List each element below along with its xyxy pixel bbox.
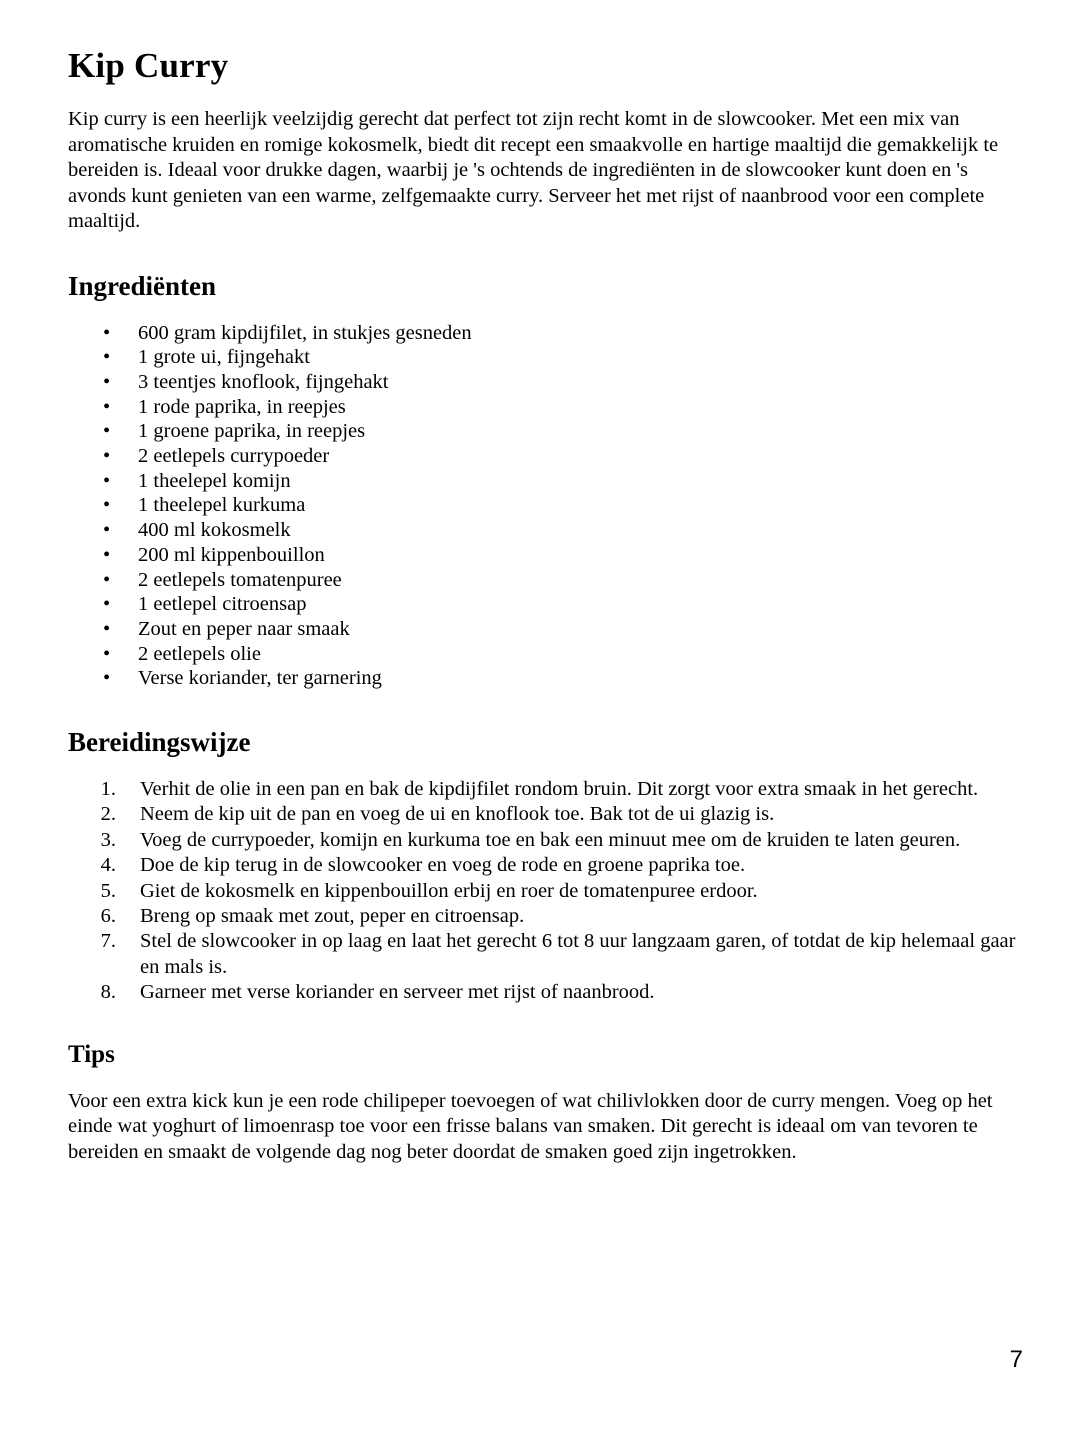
ingredient-text: Zout en peper naar smaak bbox=[138, 617, 350, 640]
ingredient-text: 2 eetlepels tomatenpuree bbox=[138, 568, 342, 591]
ingredient-text: 600 gram kipdijfilet, in stukjes gesneden bbox=[138, 321, 472, 344]
step-number: 7. bbox=[100, 930, 116, 953]
bullet-icon: • bbox=[103, 617, 111, 640]
document-content bbox=[68, 0, 1016, 1165]
ingredient-text: 3 teentjes knoflook, fijngehakt bbox=[138, 370, 389, 393]
bullet-icon: • bbox=[103, 346, 111, 369]
bullet-icon: • bbox=[103, 593, 111, 616]
list-item bbox=[68, 370, 1016, 395]
list-item bbox=[68, 321, 1016, 346]
list-item bbox=[68, 345, 1016, 370]
bullet-icon: • bbox=[103, 667, 111, 690]
step-number: 1. bbox=[100, 778, 116, 801]
list-item bbox=[68, 395, 1016, 420]
ingredient-text: 1 groene paprika, in reepjes bbox=[138, 420, 366, 443]
ingredient-text: 2 eetlepels currypoeder bbox=[138, 445, 330, 468]
ingredient-text: 400 ml kokosmelk bbox=[138, 519, 291, 542]
ingredient-text: 1 eetlepel citroensap bbox=[138, 593, 307, 616]
bullet-icon: • bbox=[103, 568, 111, 591]
bullet-icon: • bbox=[103, 519, 111, 542]
ingredient-text: 2 eetlepels olie bbox=[138, 642, 261, 665]
list-item bbox=[68, 592, 1016, 617]
preparation-heading: Bereidingswijze bbox=[68, 727, 251, 758]
bullet-icon: • bbox=[103, 420, 111, 443]
list-item bbox=[68, 444, 1016, 469]
intro-paragraph: Kip curry is een heerlijk veelzijdig gerecht dat perfect tot zijn recht komt in de slowcooker. Met een mix van aromatische kruiden en romige kokosmelk, biedt dit recept een smaakvolle en hartige maaltijd die gemakkelijk te bereiden is. Ideaal voor drukke dagen, waarbij je 's ochtends de ingrediënten in de slowcooker kunt doen en 's avonds kunt genieten van een warme, zelfgemaakte curry. Serveer het met rijst of naanbrood voor een complete maaltijd. bbox=[68, 108, 999, 232]
list-item bbox=[68, 904, 1016, 929]
bullet-icon: • bbox=[103, 494, 111, 517]
list-item bbox=[68, 419, 1016, 444]
step-number: 4. bbox=[100, 854, 116, 877]
list-item bbox=[68, 828, 1016, 853]
ingredient-text: Verse koriander, ter garnering bbox=[138, 667, 382, 690]
preparation-steps-list bbox=[68, 756, 1016, 1006]
step-text: Breng op smaak met zout, peper en citroensap. bbox=[140, 905, 525, 928]
bullet-icon: • bbox=[103, 370, 111, 393]
step-text: Garneer met verse koriander en serveer met rijst of naanbrood. bbox=[140, 981, 655, 1004]
list-item bbox=[68, 469, 1016, 494]
bullet-icon: • bbox=[103, 543, 111, 566]
bullet-icon: • bbox=[103, 469, 111, 492]
page-number: 7 bbox=[1009, 1346, 1023, 1373]
ingredients-heading: Ingrediënten bbox=[68, 270, 217, 301]
list-item bbox=[68, 929, 1016, 980]
list-item bbox=[68, 980, 1016, 1005]
bullet-icon: • bbox=[103, 445, 111, 468]
step-number: 8. bbox=[100, 981, 116, 1004]
list-item bbox=[68, 543, 1016, 568]
ingredient-text: 1 theelepel kurkuma bbox=[138, 494, 306, 517]
step-text: Verhit de olie in een pan en bak de kipdijfilet rondom bruin. Dit zorgt voor extra smaak in het gerecht. bbox=[140, 778, 979, 801]
tips-heading: Tips bbox=[68, 1040, 115, 1068]
list-item bbox=[68, 518, 1016, 543]
list-item bbox=[68, 666, 1016, 691]
list-item bbox=[68, 493, 1016, 518]
step-number: 2. bbox=[100, 803, 116, 826]
page-title: Kip Curry bbox=[68, 46, 229, 85]
list-item bbox=[68, 568, 1016, 593]
list-item bbox=[68, 617, 1016, 642]
step-number: 6. bbox=[100, 905, 116, 928]
bullet-icon: • bbox=[103, 321, 111, 344]
list-item bbox=[68, 802, 1016, 827]
step-text: Doe de kip terug in de slowcooker en voeg de rode en groene paprika toe. bbox=[140, 854, 746, 877]
step-text: Giet de kokosmelk en kippenbouillon erbij en roer de tomatenpuree erdoor. bbox=[140, 879, 758, 902]
list-item bbox=[68, 853, 1016, 878]
list-item bbox=[68, 777, 1016, 802]
ingredient-text: 200 ml kippenbouillon bbox=[138, 543, 325, 566]
step-text: Neem de kip uit de pan en voeg de ui en knoflook toe. Bak tot de ui glazig is. bbox=[140, 803, 775, 826]
ingredient-text: 1 grote ui, fijngehakt bbox=[138, 346, 310, 369]
tips-paragraph: Voor een extra kick kun je een rode chilipeper toevoegen of wat chilivlokken door de curry mengen. Voeg op het einde wat yoghurt of limoenrasp toe voor een frisse balans van smaken. Dit gerecht is ideaal om van tevoren te bereiden en smaakt de volgende dag nog beter doordat de smaken goed zijn ingetrokken. bbox=[68, 1089, 993, 1163]
ingredient-text: 1 rode paprika, in reepjes bbox=[138, 395, 346, 418]
bullet-icon: • bbox=[103, 395, 111, 418]
list-item bbox=[68, 642, 1016, 667]
step-text: Voeg de currypoeder, komijn en kurkuma toe en bak een minuut mee om de kruiden te laten geuren. bbox=[140, 828, 961, 851]
list-item bbox=[68, 879, 1016, 904]
ingredient-text: 1 theelepel komijn bbox=[138, 469, 291, 492]
bullet-icon: • bbox=[103, 642, 111, 665]
ingredients-list bbox=[68, 300, 1016, 692]
step-number: 3. bbox=[100, 828, 116, 851]
step-number: 5. bbox=[100, 879, 116, 902]
step-text: Stel de slowcooker in op laag en laat het gerecht 6 tot 8 uur langzaam garen, of totdat de kip helemaal gaar en mals is. bbox=[140, 930, 1016, 978]
